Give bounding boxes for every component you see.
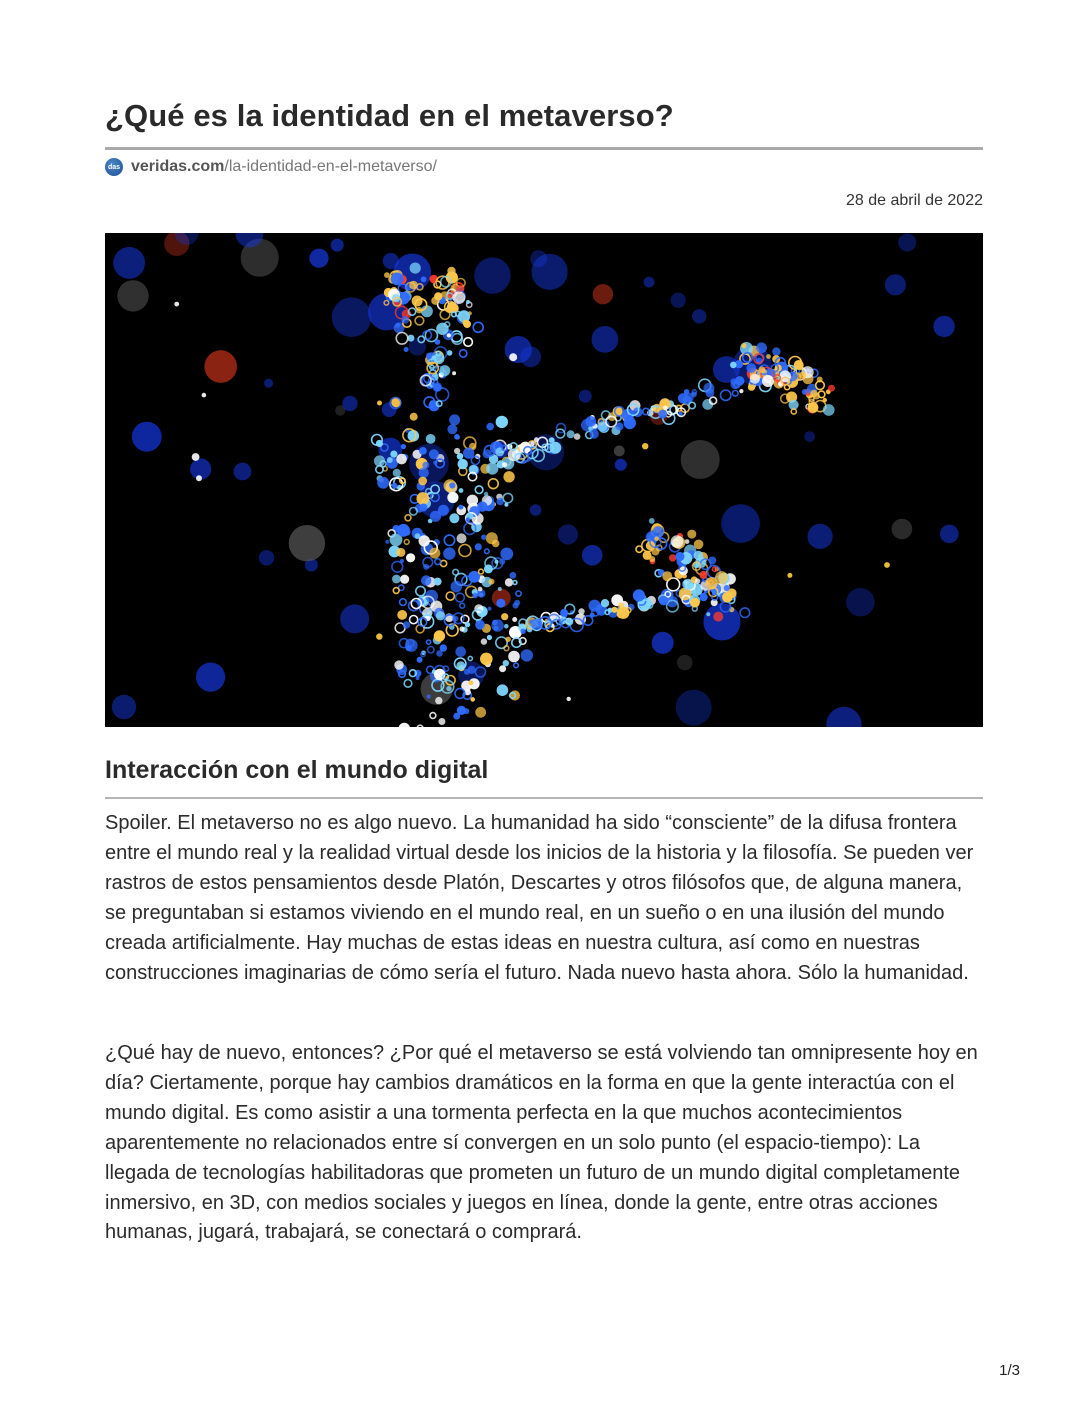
particle [465,622,470,627]
particle [794,360,804,370]
particle [342,396,357,411]
particle [409,281,418,290]
particle [113,247,145,279]
particle [489,579,495,585]
particle [418,477,427,486]
particle [480,653,493,666]
particle [508,651,520,663]
section-heading: Interacción con el mundo digital [105,756,489,784]
particle [452,371,456,375]
particle [456,285,463,292]
particle [504,624,509,629]
particle [438,718,445,725]
particle [694,551,704,561]
particle [464,708,470,714]
particle [394,660,403,669]
particle [429,548,440,559]
particle [477,501,487,511]
particle [487,635,492,640]
particle [724,585,730,591]
particle [589,429,598,438]
particle [416,676,420,680]
particle [453,291,466,304]
particle [417,657,423,663]
particle [395,323,400,328]
particle [502,462,507,467]
particle [549,442,561,454]
particle [758,366,765,373]
particle [422,462,429,469]
particle [521,649,533,661]
particle [486,423,494,431]
particle [592,326,619,353]
particle [762,375,774,387]
particle [112,695,136,719]
particle [447,424,457,434]
particle [772,347,780,355]
particle [492,620,497,625]
particle [617,607,629,619]
particle [520,346,541,367]
particle [496,416,508,428]
particle [387,457,393,463]
particle [377,401,382,406]
particle [715,571,728,584]
particle [708,557,716,565]
particle [419,504,427,512]
particle [652,548,660,556]
particle [449,414,460,425]
particle [416,492,429,505]
particle [396,454,407,465]
particle [654,536,659,541]
particle [383,253,399,269]
particle [474,257,510,293]
particle [446,686,451,691]
particle [703,383,714,394]
particle [385,540,389,544]
particle [579,390,592,403]
particle [510,572,517,579]
particle [713,612,723,622]
particle [478,587,483,592]
particle [475,707,486,718]
particle [644,277,655,288]
particle [467,495,478,506]
particle [234,463,252,481]
source-path[interactable]: /la-identidad-en-el-metaverso/ [224,158,437,175]
particle [401,444,406,449]
particle [741,343,746,348]
particle [192,453,200,461]
particle [730,362,737,369]
particle [447,492,458,503]
particle [451,581,463,593]
particle [721,504,760,543]
particle [449,513,459,523]
particle [633,589,645,601]
particle [813,393,820,400]
particle [458,459,468,469]
particle [393,469,401,477]
particle [496,599,505,608]
particle [624,417,636,429]
particle [455,646,466,657]
particle [690,598,700,608]
particle [808,524,833,549]
title-divider [105,147,983,150]
particle [406,553,415,562]
particle [447,333,451,337]
particle [453,713,460,720]
particle [506,637,511,642]
particle [443,547,455,559]
particle [615,459,627,471]
particle [802,389,808,395]
particle [505,578,513,586]
particle [700,593,708,601]
particle [601,599,609,607]
particle [374,455,385,466]
particle [438,505,449,516]
particle [464,669,470,675]
particle [614,446,625,457]
particle [933,316,954,337]
particle [421,276,427,282]
particle [574,433,581,440]
particle-figure-illustration [105,233,983,727]
section-divider [105,797,983,799]
particle [722,592,733,603]
particle [421,575,431,585]
article-title: ¿Qué es la identidad en el metaverso? [105,98,674,133]
particle [392,483,398,489]
particle [439,365,450,376]
particle [426,434,436,444]
particle [431,297,439,305]
particle [340,604,369,633]
particle [593,284,613,304]
particle [202,393,207,398]
particle [746,363,756,373]
particle [578,608,584,614]
particle [884,562,890,568]
particle [419,447,427,455]
particle [390,451,397,458]
particle [449,482,455,488]
particle [530,442,535,447]
particle [454,448,460,454]
particle [706,612,710,616]
particle [503,660,509,666]
particle [458,505,463,510]
particle [459,488,464,493]
particle [898,234,916,252]
particle [695,578,700,583]
particle [392,575,401,584]
particle [264,379,273,388]
particle [434,630,445,641]
particle [376,440,383,447]
particle [885,274,906,295]
particle [419,468,429,478]
particle [804,431,815,442]
particle [289,525,325,561]
particle [500,548,513,561]
particle [649,556,655,562]
particle [658,410,667,419]
particle [475,543,482,550]
particle [436,323,448,335]
particle [498,587,502,591]
particle [376,633,382,639]
particle [429,449,439,459]
particle [611,607,617,613]
particle [174,302,179,307]
particle [582,545,603,566]
particle [567,430,575,438]
particle [410,413,418,421]
particle [691,391,697,397]
particle [433,461,437,465]
publish-date: 28 de abril de 2022 [846,192,983,209]
particle [823,398,827,402]
particle [531,619,542,630]
particle [676,690,712,726]
particle [739,389,743,393]
particle [756,342,767,353]
particle [512,617,517,622]
hero-image [105,233,983,727]
particle [692,309,706,323]
particle [259,550,274,565]
particle [558,524,578,544]
particle [663,406,668,411]
particle [501,613,508,620]
particle [494,626,499,631]
particle [649,518,655,524]
particle [497,684,509,696]
particle [384,272,390,278]
particle [309,249,328,268]
paragraph-1: Spoiler. El metaverso no es algo nuevo. La humanidad ha sido “consciente” de la difusa frontera entre el mundo real y la realidad virtual desde los inicios de la historia y la filosofía. Se pueden ver rastros de estos pensamientos desde Platón, Descartes y otros filósofos que, de alguna manera, se preguntaban si estamos viviendo en el mundo real, en un sueño o en una ilusión del mundo creada artificialmente. Hay muchas de estas ideas en nuestra cultura, así como en nuestras construcciones imaginarias de cómo sería el futuro. Nada nuevo hasta ahora. Sólo la humanidad. [105,812,974,984]
particle [589,600,601,612]
particle [694,540,704,550]
particle [427,694,431,698]
particle [520,629,525,634]
particle [481,535,486,540]
particle [675,552,684,561]
particle [331,239,344,252]
source-domain[interactable]: veridas.com [131,158,225,175]
particle [470,697,475,702]
particle [410,263,421,274]
source-link[interactable] [105,158,437,176]
particle [503,471,514,482]
particle [404,347,409,352]
particle [459,626,464,631]
particle [377,477,389,489]
particle [117,280,148,311]
particle [416,307,423,314]
particle [642,443,648,449]
particle [466,300,470,304]
particle [567,697,571,701]
particle [677,655,692,670]
particle [415,533,421,539]
particle [671,535,684,548]
particle [652,632,674,654]
particle [403,621,410,628]
particle [397,610,407,620]
particle [787,573,792,578]
particle [685,539,690,544]
page-number: 1/3 [999,1362,1020,1379]
particle [669,554,676,561]
particle [435,339,441,345]
particle [457,533,467,543]
particle [799,372,806,379]
particle [196,475,202,481]
particle [846,588,874,616]
particle [475,620,485,630]
particle [432,382,442,392]
particle [940,525,959,544]
particle [397,524,410,537]
particle [454,434,460,440]
particle [495,447,504,456]
particle [750,374,760,384]
particle [332,297,372,337]
particle [509,353,517,361]
particle [585,416,596,427]
particle [514,600,520,606]
particle [434,578,442,586]
particle [447,350,453,356]
particle [560,609,568,617]
particle [447,267,455,275]
particle [468,680,473,685]
particle [196,663,225,692]
particle [204,350,237,383]
particle [488,607,492,611]
particle [823,404,835,416]
particle [530,504,542,516]
particle [132,422,162,452]
particle [671,293,686,308]
particle [687,530,696,539]
particle [481,638,487,644]
particle [681,440,720,479]
particle [565,618,573,626]
particle [423,564,429,570]
particle [684,389,690,395]
particle [435,697,442,704]
particle [699,571,707,579]
particle [400,575,409,584]
paragraph-2: ¿Qué hay de nuevo, entonces? ¿Por qué el metaverso se está volviendo tan omnipresente hoy en día? Ciertamente, porque hay cambios dramáticos en la forma en que la gente interactúa con el mundo digital. Es como asistir a una tormenta perfecta en la que muchos acontecimientos aparentemente no relacionados entre sí convergen en un solo punto (el espacio-tiempo): La llegada de tecnologías habilitadoras que prometen un futuro de un mundo digital completamente inmersivo, en 3D, con medios sociales y juegos en línea, donde la gente, entre otras acciones humanas, jugará, trabajará, se conectará o comprará. [105,1042,978,1244]
particle [662,571,672,581]
particle [659,596,669,606]
site-favicon-icon: das [105,158,123,176]
particle [466,517,471,522]
particle [731,380,740,389]
particle [495,560,499,564]
particle [703,603,740,640]
particle [405,295,410,300]
particle [486,532,498,544]
particle [440,644,447,651]
particle [486,463,498,475]
particle [828,385,835,392]
particle [401,316,409,324]
particle [391,273,404,286]
particle [484,492,488,496]
particle [396,548,405,557]
particle [766,354,771,359]
particle [808,402,819,413]
particle [534,437,539,442]
particle [472,593,478,599]
particle [456,661,465,670]
particle [530,250,547,267]
particle [426,353,432,359]
particle [892,519,913,540]
